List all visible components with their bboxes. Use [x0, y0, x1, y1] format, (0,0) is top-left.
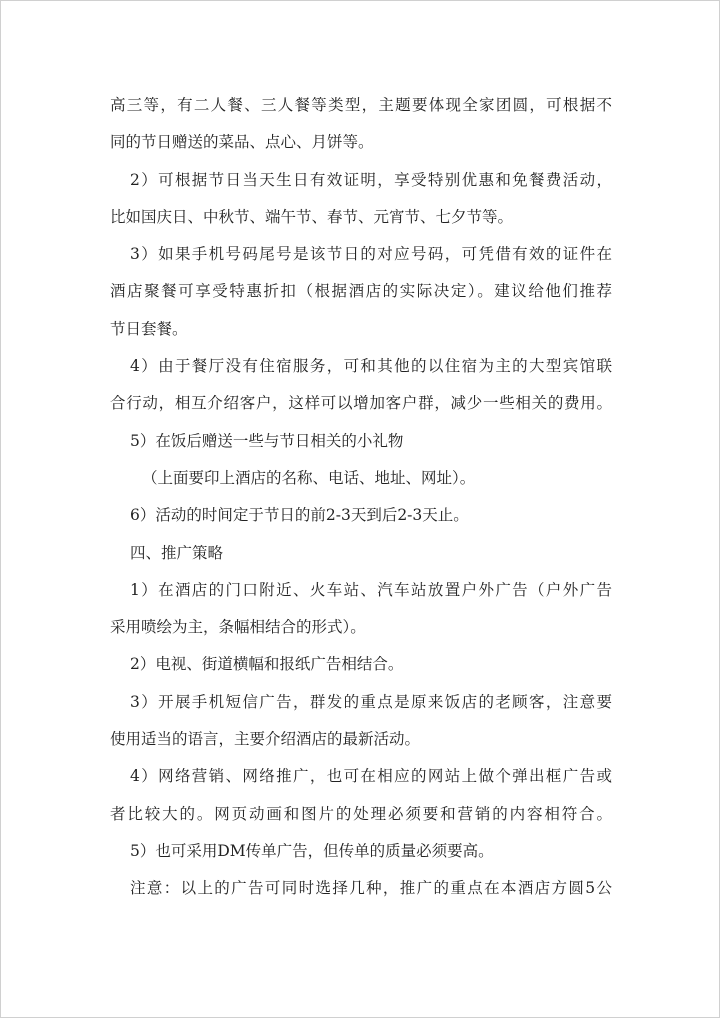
text-line: 采用喷绘为主，条幅相结合的形式）。	[110, 618, 366, 637]
text-line: 6）活动的时间定于节日的前2-3天到后2-3天止。	[130, 506, 469, 525]
text-line: 4）网络营销、网络推广，也可在相应的网站上做个弹出框广告或	[130, 767, 612, 786]
text-line: （上面要印上酒店的名称、电话、地址、网址）。	[142, 468, 476, 487]
text-line: 4）由于餐厅没有住宿服务，可和其他的以住宿为主的大型宾馆联	[130, 357, 612, 376]
text-line: 3）开展手机短信广告，群发的重点是原来饭店的老顾客，注意要	[130, 692, 612, 711]
section-heading: 四、推广策略	[130, 543, 224, 562]
text-line: 注意：以上的广告可同时选择几种，推广的重点在本酒店方圆5公	[130, 879, 612, 898]
document-body	[110, 87, 612, 908]
text-line: 酒店聚餐可享受特惠折扣（根据酒店的实际决定）。建议给他们推荐	[110, 282, 612, 301]
text-line: 1）在酒店的门口附近、火车站、汽车站放置户外广告（户外广告	[130, 580, 612, 599]
text-line: 5）在饭后赠送一些与节日相关的小礼物	[130, 431, 404, 450]
text-line: 高三等，有二人餐、三人餐等类型，主题要体现全家团圆，可根据不	[110, 96, 612, 114]
text-line: 合行动，相互介绍客户，这样可以增加客户群，减少一些相关的费用。	[110, 394, 612, 413]
text-line: 者比较大的。网页动画和图片的处理必须要和营销的内容相符合。	[110, 804, 612, 823]
text-line: 节日套餐。	[110, 319, 188, 338]
text-line: 2）电视、街道横幅和报纸广告相结合。	[130, 655, 404, 674]
text-line: 2）可根据节日当天生日有效证明，享受特别优惠和免餐费活动，	[130, 170, 612, 189]
text-line: 3）如果手机号码尾号是该节日的对应号码，可凭借有效的证件在	[130, 245, 612, 264]
text-line: 同的节日赠送的菜品、点心、月饼等。	[110, 133, 374, 152]
text-line: 5）也可采用DM传单广告，但传单的质量必须要高。	[130, 841, 494, 860]
text-line: 比如国庆日、中秋节、端午节、春节、元宵节、七夕节等。	[110, 207, 514, 226]
text-line: 使用适当的语言，主要介绍酒店的最新活动。	[110, 730, 421, 749]
